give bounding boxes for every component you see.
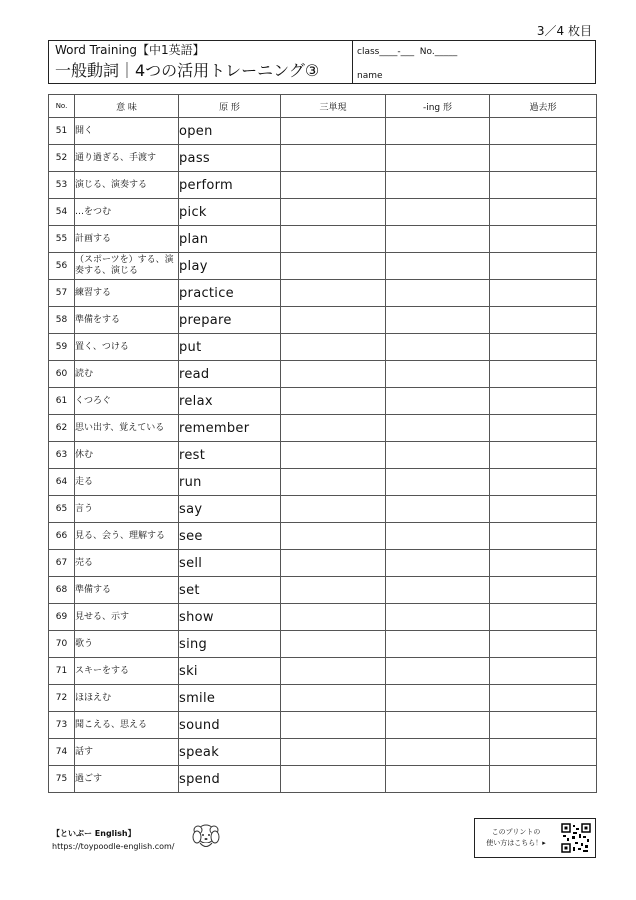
column-header-third-person: 三単現 — [281, 95, 386, 118]
table-row — [49, 172, 597, 199]
ing-form-input[interactable] — [386, 469, 490, 496]
base-form-cell: relax — [179, 388, 281, 415]
page-number: 3／4 枚目 — [536, 24, 592, 38]
meaning-cell: 聞こえる、思える — [75, 712, 179, 739]
base-form-cell: open — [179, 118, 281, 145]
table-row — [49, 199, 597, 226]
usage-guide-line-1: このプリントの — [491, 828, 541, 836]
third-person-input[interactable] — [281, 199, 386, 226]
past-form-input[interactable] — [490, 307, 597, 334]
ing-form-input[interactable] — [386, 280, 490, 307]
base-form-cell: play — [179, 253, 281, 280]
table-row — [49, 739, 597, 766]
base-form-cell: practice — [179, 280, 281, 307]
row-number: 70 — [49, 631, 75, 658]
past-form-input[interactable] — [490, 334, 597, 361]
meaning-cell: 開く — [75, 118, 179, 145]
meaning-cell: 言う — [75, 496, 179, 523]
row-number: 61 — [49, 388, 75, 415]
meaning-cell: 準備をする — [75, 307, 179, 334]
third-person-input[interactable] — [281, 739, 386, 766]
third-person-input[interactable] — [281, 253, 386, 280]
past-form-input[interactable] — [490, 280, 597, 307]
past-form-input[interactable] — [490, 604, 597, 631]
row-number: 75 — [49, 766, 75, 793]
table-row — [49, 361, 597, 388]
third-person-input[interactable] — [281, 577, 386, 604]
third-person-input[interactable] — [281, 766, 386, 793]
past-form-input[interactable] — [490, 253, 597, 280]
row-number: 66 — [49, 523, 75, 550]
base-form-cell: pick — [179, 199, 281, 226]
ing-form-input[interactable] — [386, 550, 490, 577]
meaning-cell: 見せる、示す — [75, 604, 179, 631]
base-form-cell: run — [179, 469, 281, 496]
ing-form-input[interactable] — [386, 253, 490, 280]
worksheet-subtitle: Word Training【中1英語】 — [55, 43, 205, 57]
third-person-input[interactable] — [281, 496, 386, 523]
third-person-input[interactable] — [281, 118, 386, 145]
column-header-past: 過去形 — [490, 95, 597, 118]
meaning-cell: くつろぐ — [75, 388, 179, 415]
third-person-input[interactable] — [281, 658, 386, 685]
table-row — [49, 577, 597, 604]
ing-form-input[interactable] — [386, 658, 490, 685]
worksheet-title: 一般動詞｜4つの活用トレーニング③ — [55, 61, 320, 80]
ing-form-input[interactable] — [386, 577, 490, 604]
ing-form-input[interactable] — [386, 523, 490, 550]
table-row — [49, 766, 597, 793]
base-form-cell: say — [179, 496, 281, 523]
base-form-cell: perform — [179, 172, 281, 199]
base-form-cell: smile — [179, 685, 281, 712]
third-person-input[interactable] — [281, 550, 386, 577]
third-person-input[interactable] — [281, 388, 386, 415]
row-number: 72 — [49, 685, 75, 712]
base-form-cell: prepare — [179, 307, 281, 334]
table-row — [49, 388, 597, 415]
third-person-input[interactable] — [281, 604, 386, 631]
meaning-cell: 置く、つける — [75, 334, 179, 361]
row-number: 73 — [49, 712, 75, 739]
base-form-cell: see — [179, 523, 281, 550]
base-form-cell: ski — [179, 658, 281, 685]
ing-form-input[interactable] — [386, 442, 490, 469]
third-person-input[interactable] — [281, 523, 386, 550]
ing-form-input[interactable] — [386, 415, 490, 442]
meaning-cell: 話す — [75, 739, 179, 766]
row-number: 58 — [49, 307, 75, 334]
column-header-meaning: 意 味 — [75, 95, 179, 118]
row-number: 54 — [49, 199, 75, 226]
ing-form-input[interactable] — [386, 712, 490, 739]
row-number: 60 — [49, 361, 75, 388]
usage-guide-line-2: 使い方はこちら！▸ — [486, 839, 546, 847]
table-row — [49, 334, 597, 361]
past-form-input[interactable] — [490, 523, 597, 550]
poodle-icon — [188, 820, 224, 852]
base-form-cell: show — [179, 604, 281, 631]
usage-guide-text — [481, 827, 551, 849]
past-form-input[interactable] — [490, 118, 597, 145]
ing-form-input[interactable] — [386, 685, 490, 712]
third-person-input[interactable] — [281, 712, 386, 739]
row-number: 59 — [49, 334, 75, 361]
row-number: 56 — [49, 253, 75, 280]
meaning-cell: スキーをする — [75, 658, 179, 685]
table-row — [49, 280, 597, 307]
row-number: 67 — [49, 550, 75, 577]
meaning-cell: 準備する — [75, 577, 179, 604]
base-form-cell: remember — [179, 415, 281, 442]
meaning-cell: 通り過ぎる、手渡す — [75, 145, 179, 172]
ing-form-input[interactable] — [386, 361, 490, 388]
table-row — [49, 307, 597, 334]
ing-form-input[interactable] — [386, 496, 490, 523]
row-number: 69 — [49, 604, 75, 631]
past-form-input[interactable] — [490, 739, 597, 766]
past-form-input[interactable] — [490, 469, 597, 496]
table-row — [49, 604, 597, 631]
table-header-row — [49, 95, 597, 118]
row-number: 55 — [49, 226, 75, 253]
past-form-input[interactable] — [490, 199, 597, 226]
third-person-input[interactable] — [281, 415, 386, 442]
base-form-cell: spend — [179, 766, 281, 793]
meaning-cell: 走る — [75, 469, 179, 496]
base-form-cell: sing — [179, 631, 281, 658]
base-form-cell: put — [179, 334, 281, 361]
past-form-input[interactable] — [490, 550, 597, 577]
row-number: 62 — [49, 415, 75, 442]
verb-table — [48, 94, 597, 793]
past-form-input[interactable] — [490, 442, 597, 469]
third-person-input[interactable] — [281, 172, 386, 199]
past-form-input[interactable] — [490, 145, 597, 172]
ing-form-input[interactable] — [386, 118, 490, 145]
ing-form-input[interactable] — [386, 631, 490, 658]
base-form-cell: sell — [179, 550, 281, 577]
ing-form-input[interactable] — [386, 334, 490, 361]
site-url-link[interactable]: https://toypoodle-english.com/ — [52, 842, 175, 851]
third-person-input[interactable] — [281, 334, 386, 361]
table-row — [49, 442, 597, 469]
ing-form-input[interactable] — [386, 739, 490, 766]
base-form-cell: rest — [179, 442, 281, 469]
base-form-cell: read — [179, 361, 281, 388]
third-person-input[interactable] — [281, 145, 386, 172]
row-number: 52 — [49, 145, 75, 172]
column-header-ing: -ing 形 — [386, 95, 490, 118]
past-form-input[interactable] — [490, 415, 597, 442]
base-form-cell: set — [179, 577, 281, 604]
header-title-box — [49, 41, 353, 83]
header-student-box — [353, 41, 595, 83]
base-form-cell: pass — [179, 145, 281, 172]
qr-code-icon[interactable] — [561, 823, 591, 853]
past-form-input[interactable] — [490, 388, 597, 415]
meaning-cell: 思い出す、覚えている — [75, 415, 179, 442]
past-form-input[interactable] — [490, 631, 597, 658]
row-number: 63 — [49, 442, 75, 469]
past-form-input[interactable] — [490, 496, 597, 523]
table-row — [49, 145, 597, 172]
third-person-input[interactable] — [281, 280, 386, 307]
third-person-input[interactable] — [281, 226, 386, 253]
meaning-cell: 計画する — [75, 226, 179, 253]
worksheet-header — [48, 40, 596, 84]
table-row — [49, 685, 597, 712]
row-number: 51 — [49, 118, 75, 145]
table-row — [49, 415, 597, 442]
meaning-cell: 売る — [75, 550, 179, 577]
meaning-cell: 過ごす — [75, 766, 179, 793]
row-number: 57 — [49, 280, 75, 307]
row-number: 64 — [49, 469, 75, 496]
base-form-cell: sound — [179, 712, 281, 739]
table-row — [49, 226, 597, 253]
table-row — [49, 118, 597, 145]
column-header-base: 原 形 — [179, 95, 281, 118]
meaning-cell: 練習する — [75, 280, 179, 307]
ing-form-input[interactable] — [386, 145, 490, 172]
ing-form-input[interactable] — [386, 388, 490, 415]
table-row — [49, 631, 597, 658]
table-row — [49, 712, 597, 739]
row-number: 71 — [49, 658, 75, 685]
row-number: 68 — [49, 577, 75, 604]
usage-guide-box[interactable] — [474, 818, 596, 858]
table-row — [49, 550, 597, 577]
meaning-cell: 休む — [75, 442, 179, 469]
past-form-input[interactable] — [490, 766, 597, 793]
past-form-input[interactable] — [490, 172, 597, 199]
table-row — [49, 253, 597, 280]
base-form-cell: plan — [179, 226, 281, 253]
ing-form-input[interactable] — [386, 172, 490, 199]
name-field[interactable]: name — [357, 71, 383, 81]
row-number: 53 — [49, 172, 75, 199]
class-number-field[interactable]: class____-___ No._____ — [357, 47, 458, 57]
meaning-cell: 歌う — [75, 631, 179, 658]
past-form-input[interactable] — [490, 226, 597, 253]
ing-form-input[interactable] — [386, 199, 490, 226]
past-form-input[interactable] — [490, 685, 597, 712]
table-row — [49, 523, 597, 550]
table-row — [49, 496, 597, 523]
third-person-input[interactable] — [281, 361, 386, 388]
third-person-input[interactable] — [281, 685, 386, 712]
meaning-cell: …をつむ — [75, 199, 179, 226]
third-person-input[interactable] — [281, 631, 386, 658]
third-person-input[interactable] — [281, 469, 386, 496]
column-header-no: No. — [49, 95, 75, 118]
past-form-input[interactable] — [490, 712, 597, 739]
row-number: 65 — [49, 496, 75, 523]
ing-form-input[interactable] — [386, 766, 490, 793]
row-number: 74 — [49, 739, 75, 766]
meaning-cell: （スポーツを）する、演奏する、演じる — [75, 253, 179, 280]
ing-form-input[interactable] — [386, 307, 490, 334]
table-row — [49, 469, 597, 496]
third-person-input[interactable] — [281, 307, 386, 334]
past-form-input[interactable] — [490, 361, 597, 388]
meaning-cell: 見る、会う、理解する — [75, 523, 179, 550]
base-form-cell: speak — [179, 739, 281, 766]
ing-form-input[interactable] — [386, 604, 490, 631]
meaning-cell: 読む — [75, 361, 179, 388]
third-person-input[interactable] — [281, 442, 386, 469]
meaning-cell: 演じる、演奏する — [75, 172, 179, 199]
brand-label: 【といぷー English】 — [52, 829, 136, 838]
ing-form-input[interactable] — [386, 226, 490, 253]
past-form-input[interactable] — [490, 658, 597, 685]
past-form-input[interactable] — [490, 577, 597, 604]
meaning-cell: ほほえむ — [75, 685, 179, 712]
table-body — [49, 118, 597, 793]
table-row — [49, 658, 597, 685]
